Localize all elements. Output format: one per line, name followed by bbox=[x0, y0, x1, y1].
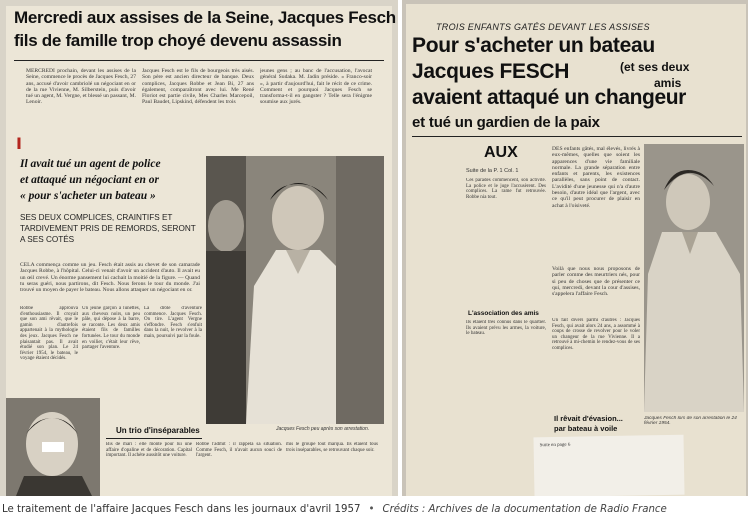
evasion-subhead-2: par bateau à voile bbox=[554, 424, 618, 433]
continuation-text-2: Ils étaient très connus dans le quartier. Ils avaient prévu les armes, la voiture, le bateau. bbox=[466, 320, 546, 337]
subhead-line-1: Il avait tué un agent de police bbox=[20, 158, 161, 170]
bottom-column-3: mis le groupe tout marqua. Ils étaient tous trois inséparables, se retrouvant chaque soir. bbox=[286, 442, 378, 453]
intro-column-1: MERCREDI prochain, devant les assises de la Seine, commence le procès de Jacques Fesch, 27 ans, accusé d'avoir cambriolé un négociant en or de la rue Vivienne, M. Silberstein, puis d'avoir tué un agent, M. Vergne, et blessé un passant, M. Lenoir. bbox=[26, 68, 136, 106]
caption-text: Le traitement de l'affaire Jacques Fesch dans les journaux d'avril 1957 bbox=[2, 503, 361, 515]
left-second-photo bbox=[6, 398, 100, 496]
subhead-line-2: et attaqué un négociant en or bbox=[20, 174, 159, 186]
main-article-text-3: Un fait divers parmi d'autres : Jacques Fesch, qui avait alors 24 ans, a assommé à coups de crosse de revolver pour le voler un changeur de la rue Vivienne. Il a retrouvé à mi-chemin le rendez-vous de ses complices. bbox=[552, 318, 640, 351]
box-rule bbox=[106, 438, 202, 439]
body-column-1: Robbe approuva d'enthousiasme. Il croyait que son ami rêvait, que le gamin d'autrefois appartenait à la mythologie des jeux. Jacques Fesch ne plaisantait pas. Il avait étudié son plan. Le 24 février 1954, le bateau, le voyage étaient décidés. bbox=[20, 306, 78, 362]
right-headline-line2: Jacques FESCH bbox=[412, 60, 570, 83]
margin-mark: I bbox=[16, 134, 22, 153]
subhead-line-3: « pour s'acheter un bateau » bbox=[20, 190, 156, 202]
right-headline-paren: (et ses deux bbox=[620, 60, 690, 74]
continuation-subheader: Suite de la P. 1 Col. 1 bbox=[466, 168, 519, 174]
footer-small-text: Suite en page 6 bbox=[539, 442, 571, 449]
bottom-column-2: Robbe l'admit : il rappela sa situation. Comme Fesch, il n'avait aucun souci de l'argent. bbox=[196, 442, 282, 459]
body-column-2: Un jeune garçon à lunettes, aux cheveux noirs, un peu pâle, qui dépose à la barre, se raconte. Les deux amis étaient fils de familles fortunées. Le tour du monde en voilier, c'était leur rêve, partager l'aventure. bbox=[82, 306, 140, 351]
right-headline-rule bbox=[412, 136, 742, 137]
subhead-caps: SES DEUX COMPLICES, CRAINTIFS ET TARDIVEMENT PRIS DE REMORDS, SERONT A SES COTÉS bbox=[20, 213, 196, 244]
right-newspaper-page bbox=[406, 4, 746, 496]
left-suspect-photo bbox=[206, 156, 384, 424]
right-photo-caption: Jacques Fesch lors de son arrestation le 24 février 1954. bbox=[644, 416, 737, 427]
headline-rule bbox=[14, 60, 384, 61]
left-headline-line2: fils de famille trop choyé devenu assassin bbox=[14, 31, 342, 50]
left-photo-caption: Jacques Fesch peu après son arrestation. bbox=[276, 426, 370, 432]
suspect-photo-illustration bbox=[206, 156, 384, 424]
bottom-paper-scrap bbox=[533, 435, 684, 496]
right-newspaper-photo bbox=[402, 0, 748, 496]
second-person-illustration bbox=[6, 398, 100, 496]
intro-column-2: Jacques Fesch est le fils de bourgeois très aisés. Son père est ancien directeur de banque. Deux complices, Jacques Robbe et Jean Bi, 27 ans également, comparaîtront avec lui. Me René Floriot est partie civile, Mes Charles Marcepoil, Paul Baudet, Lipskind, défendent les trois bbox=[142, 68, 254, 106]
body-column-3: La drôle d'aventure commence. Jacques Fesch. On tire. L'agent Vergne s'effondre. Fesch s'enfuit dans la nuit, le revolver à la main, poursuivi par la foule. bbox=[144, 306, 202, 339]
body-lead: CELA commença comme un jeu. Fesch était assis au chevet de son camarade Jacques Robbe, à l'hôpital. Celui-ci venait d'avoir un accident d'auto. Il avait eu un œil crevé. Un énorme pansement lui cachait la moitié de la figure. — Quand tu seras guéri, nous partirons, dit Fesch. Nous ferons le tour du monde. J'ai trouvé un moyen de payer le bateau. Nous allons attaquer un négociant en or. bbox=[20, 262, 200, 294]
right-suspect-illustration bbox=[644, 144, 744, 412]
main-article-text-2: Voilà que nous nous proposons de parler comme des meurtriers nés, pour si peu de choses que de présenter ce qui, mercredi, devant la cour d'assises, s'appelera l'affaire Fesch. bbox=[552, 266, 640, 298]
right-headline-paren2: amis bbox=[654, 76, 682, 90]
intro-column-3: jeunes gens ; au banc de l'accusation, l'avocat général Sudaka. M. Jadin préside. « Franco-soir », à partir d'aujourd'hui, fait le récit de ce crime. Comment et pourquoi Jacques Fesch se transforma-t-il en gangster ? Telle sera l'énigme soumise aux jurés. bbox=[260, 68, 372, 106]
main-article-text: DES enfants gâtés, mal élevés, livrés à eux-mêmes, quelles que soient les apparences d'une vie familiale normale. La grande séparation entre enfants et parents, les existences parallèles, sans point de contact. L'avidité d'une jeunesse qui n'a d'autre besoin, d'autre idéal que l'argent, avec ce qu'il peut procurer de plaisir en achat à l'oisiveté. bbox=[552, 146, 640, 209]
continuation-subhead: L'association des amis bbox=[468, 310, 539, 317]
caption-credit: Crédits : Archives de la documentation de Radio France bbox=[382, 503, 667, 515]
boxed-subhead: Un trio d'inséparables bbox=[116, 426, 200, 435]
image-caption-bar bbox=[0, 496, 748, 522]
continuation-header: AUX bbox=[484, 144, 518, 161]
caption-separator: • bbox=[368, 503, 375, 515]
left-headline: Mercredi aux assises de la Seine, Jacques Fesch bbox=[14, 8, 396, 27]
right-suspect-photo bbox=[644, 144, 744, 412]
evasion-subhead-1: Il rêvait d'évasion... bbox=[554, 414, 623, 423]
right-headline-line4: et tué un gardien de la paix bbox=[412, 114, 600, 131]
left-newspaper-page bbox=[6, 6, 396, 496]
bottom-column-1: Bis de mari : elle monte pour lui une affaire d'opaline et de décoration. Capital important. Il achète aussitôt une voiture. bbox=[106, 442, 192, 459]
right-headline-line1: Pour s'acheter un bateau bbox=[412, 34, 655, 57]
right-headline-line3: avaient attaqué un changeur bbox=[412, 86, 686, 109]
continuation-text: Ces parades commencent, son activité. La police et le juge l'accusèrent. Des complices. La rame fut retrouvée. Robbe nia tout. bbox=[466, 178, 546, 200]
right-kicker: TROIS ENFANTS GATÉS DEVANT LES ASSISES bbox=[436, 22, 650, 32]
